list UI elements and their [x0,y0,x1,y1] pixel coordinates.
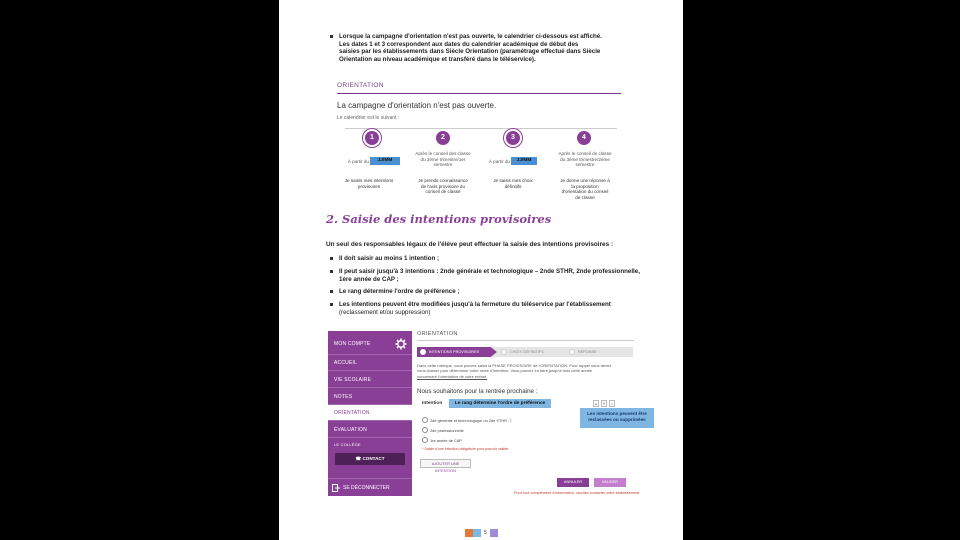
text-line: Le rang détermine l'ordre de préférence ; [339,288,460,295]
step-4-desc [549,178,621,200]
text-line: de l'avis provisoire du [420,183,466,189]
sidebar-item-notes[interactable]: NOTES [328,389,412,405]
text-line: d'orientation du conseil [561,189,609,195]
text-line: vous classer pour déterminer votre ordre d'intention. Vous pouvez en faire jusqu'à trois cette année [417,368,593,374]
logout-button[interactable] [328,478,412,496]
text-line: semestre [433,162,453,168]
sidebar-item-label: MON COMPTE [334,341,371,347]
gear-icon[interactable] [395,338,407,350]
section-bullet [339,255,669,263]
delete-icon[interactable]: × [610,401,614,406]
contact-button[interactable] [335,453,405,465]
text-line: du 2ème trimestre/1er [420,156,466,162]
violet-square-icon [490,529,498,537]
step-3-desc [479,178,547,189]
text-line: conseil de classe [425,189,461,195]
text-line: Orientation au niveau académique et transféré dans le téléservice). [339,55,536,63]
step-dot [569,349,575,355]
logout-label: SE DÉCONNECTER [343,485,390,491]
sidebar-item-vie-scolaire[interactable]: VIE SCOLAIRE [328,372,412,388]
text-line: reclassées ou supprimées [588,417,646,422]
text-line: de classe [575,194,595,200]
step-3-from: À partir du [488,159,510,164]
step-dot [420,349,426,355]
progress-bar [417,347,633,357]
progress-step-2: CHOIX DÉFINITIFS [510,350,544,354]
text-line: du 3ème trimestre/2ème [560,156,610,162]
section-bullet [339,288,669,296]
orientation-subtitle: Le calendrier est le suivant : [337,115,400,121]
move-down-icon[interactable]: ▼ [602,401,606,406]
option-label: 1re année de CAP [430,438,463,443]
text-line: concernant l'orientation de votre enfant. [417,373,488,379]
step-2-desc [407,178,479,195]
panel-heading: Nous souhaitons pour la rentrée prochaine : [417,388,538,395]
sidebar-item-evaluation[interactable]: ÉVALUATION [328,422,412,438]
option-radio[interactable] [422,427,464,433]
text-line: Après le conseil de classe [558,151,612,156]
page-number: 5 [484,530,487,536]
sidebar-item-orientation[interactable]: ORIENTATION [328,405,412,421]
divider [337,93,621,94]
step-1-circle: 1 [365,131,379,145]
step-4-circle: 4 [577,131,591,145]
orientation-title: La campagne d'orientation n'est pas ouverte. [337,101,497,110]
sidebar-item-college[interactable]: LE COLLÈGE [334,442,361,447]
divider [417,340,634,341]
step-2-when [407,151,479,168]
section-title: 2. Saisie des intentions provisoires [326,212,552,226]
option-label: 2de professionnelle [430,428,464,433]
document-page [279,0,683,540]
add-intention-button[interactable]: AJOUTER UNE INTENTION [420,459,471,468]
orange-square-icon [465,529,473,537]
progress-step-3: RÉPONSE [578,350,597,354]
text-line: Je donne une réponse à [560,178,610,183]
sidebar-item-accueil[interactable]: ACCUEIL [328,355,412,371]
step-1-from: À partir du [347,159,369,164]
step-dot [501,349,507,355]
required-note: * Saisie d'une intention obligatoire pour pouvoir valider [422,447,509,451]
step-4-when [549,151,621,168]
text-line: Il peut saisir jusqu'à 3 intentions : 2nde générale et technologique – 2nde STHR, 2nde professionnelle, [339,268,640,275]
text-line: Lorsque la campagne d'orientation n'est pas ouverte, le calendrier ci-dessous est affiché. [339,33,602,40]
footer-note: Pour tout complément d'information, veuillez contacter votre établissement. [514,491,641,495]
text-line: Il doit saisir au moins 1 intention ; [339,255,440,262]
text-line: Les intentions peuvent être [587,411,647,416]
text-line: provisoires [357,183,381,189]
phone-icon: ☎ [355,456,363,461]
top-bullet [339,33,669,63]
step-1-desc [334,178,404,189]
text-line: saisies par les établissements dans Siècle Orientation (paramétrage effectué dans Siècle [339,48,601,56]
orientation-header: ORIENTATION [337,82,384,89]
step-1-date: JJ/MM [370,157,400,165]
text-line: (reclassement et/ou suppression) [339,308,431,316]
move-up-icon[interactable]: ▲ [594,401,598,406]
logout-icon [332,484,340,492]
text-line: Je saisis mes intentions [344,178,394,183]
validate-button[interactable]: VALIDER [594,478,626,487]
cancel-button[interactable]: ANNULER [557,478,589,487]
text-line: Je prends connaissance [418,178,468,183]
steps-connector [345,128,617,129]
section-intro: Un seul des responsables légaux de l'élève peut effectuer la saisie des intentions provisoires : [326,241,614,248]
text-line: Les intentions peuvent être modifiées jusqu'à la fermeture du téléservice par l'établissement [339,301,611,308]
option-radio[interactable] [422,417,512,423]
panel-paragraph [417,363,632,379]
option-label: 2de générale et technologique ou 2de STHR [430,418,508,423]
step-2-circle: 2 [436,131,450,145]
option-radio[interactable] [422,437,462,443]
text-line: Les dates 1 et 3 correspondent aux dates du calendrier académique de début des [339,40,579,48]
text-line: Je saisis mes choix [493,178,533,183]
page-footer [465,529,497,537]
orientation-panel [417,331,647,501]
section-bullet [339,301,669,316]
step-3-date: JJ/MM [511,157,537,165]
step-3-circle: 3 [506,131,520,145]
text-line: semestre [575,162,595,168]
blue-square-icon [473,529,481,537]
sidebar-item-mon-compte[interactable] [328,333,412,355]
text-line: 1ère année de CAP ; [339,275,399,283]
section-bullet [339,268,669,283]
contact-label: CONTACT [362,456,385,461]
text-line: Après le conseil des classe [415,151,471,156]
progress-step-1: INTENTIONS PROVISOIRES [429,350,480,354]
text-line: la proposition [571,183,599,189]
tooltip-callout [580,408,654,428]
panel-title: ORIENTATION [417,331,458,337]
text-line: Dans cette rubrique, vous pouvez saisir la PHASE PROVISOIRE de l'ORIENTATION. Pour rappel vous devez [417,363,612,368]
sidebar [328,331,412,496]
rank-callout: Le rang détermine l'ordre de préférence [449,399,551,408]
intention-label: Intention [422,401,443,406]
text-line: définitifs [504,183,522,189]
info-icon[interactable]: ⓘ [508,418,513,423]
